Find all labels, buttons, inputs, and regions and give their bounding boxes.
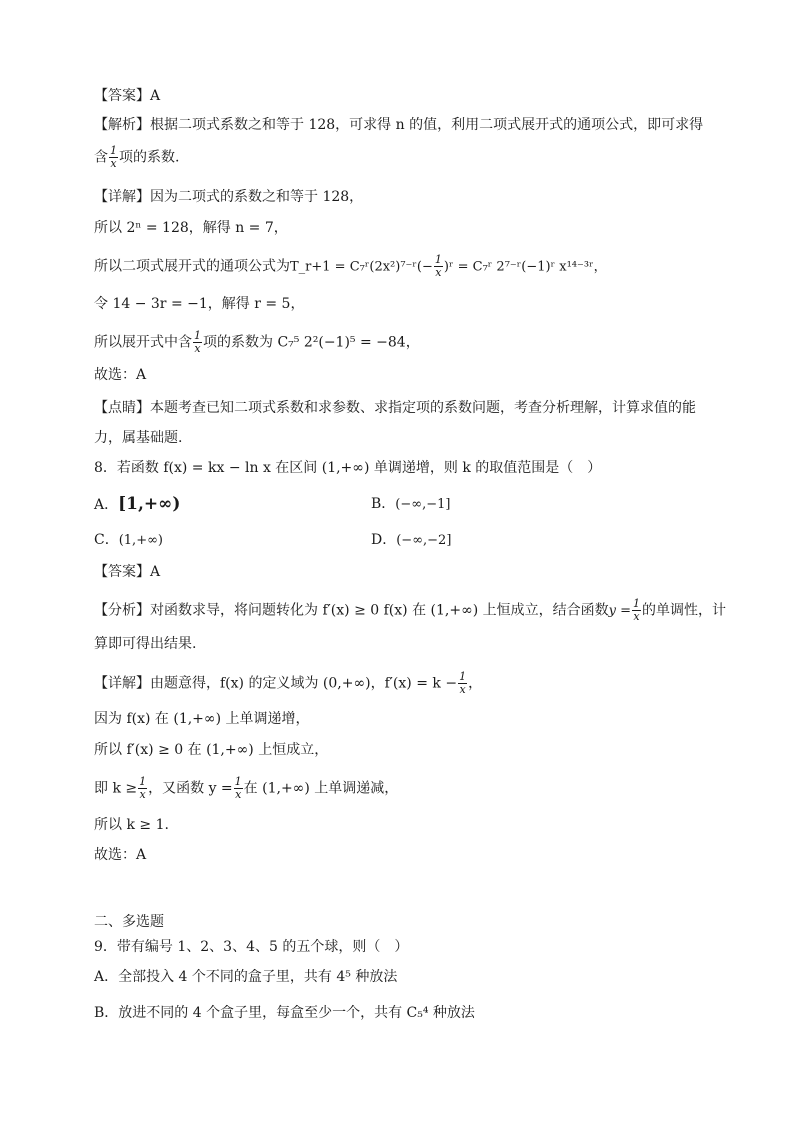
q8-option-a: A．[1,+∞): [94, 494, 181, 514]
q8-option-b: B．(−∞,−1]: [371, 496, 451, 512]
q7-comment-line1: 【点睛】本题考查已知二项式系数和求参数、求指定项的系数问题，考查分析理解，计算求值的能: [94, 400, 696, 416]
analysis-tag: 【解析】: [94, 117, 150, 133]
fraction-1-over-x: $\frac{1}{x}$: [194, 329, 201, 355]
q7-comment-line2: 力，属基础题.: [94, 430, 183, 446]
fraction-1-over-x: $\frac{1}{x}$: [633, 597, 641, 623]
q7-detail-line3: 所以二项式展开式的通项公式为T_r+1 = C₇ʳ(2x²)⁷⁻ʳ(− $\frac{1}{x}$ )ʳ = C₇ʳ 2⁷⁻ʳ(−1)ʳ x¹⁴⁻³ʳ，: [94, 253, 607, 279]
comment-tag: 【点睛】: [94, 400, 150, 416]
q8-detail-line5: 所以 k ≥ 1.: [94, 817, 169, 833]
fraction-1-over-x: $\frac{1}{x}$: [234, 775, 242, 801]
q7-analysis-line2: 含 $\frac{1}{x}$ 项的系数.: [94, 144, 180, 170]
answer-tag: 【答案】: [94, 564, 150, 580]
answer-tag: 【答案】: [94, 88, 150, 104]
q7-detail-line1: 【详解】因为二项式的系数之和等于 128，: [94, 189, 364, 205]
analysis-tag: 【分析】: [94, 602, 150, 619]
q9-option-b: B．放进不同的 4 个盒子里，每盒至少一个，共有 C₅⁴ 种放法: [94, 1005, 475, 1021]
section-title: 二、多选题: [94, 914, 164, 930]
q8-detail-line2: 因为 f(x) 在 (1,+∞) 上单调递增，: [94, 711, 310, 727]
analysis-text: 根据二项式系数之和等于 128，可求得 n 的值，利用二项式展开式的通项公式，即可求得: [150, 117, 704, 133]
q8-detail-line1: 【详解】由题意得，f(x) 的定义域为 (0,+∞)，f′(x) = k − $\frac{1}{x}$ ，: [94, 670, 483, 696]
q8-detail-line4: 即 k ≥ $\frac{1}{x}$ ，又函数 y = $\frac{1}{x}$ 在 (1,+∞) 上单调递减，: [94, 775, 399, 801]
fraction-1-over-x: $\frac{1}{x}$: [434, 253, 442, 279]
q7-detail-line5: 所以展开式中含 $\frac{1}{x}$ 项的系数为 C₇⁵ 2²(−1)⁵ = −84，: [94, 329, 420, 355]
q8-answer-line: [94, 562, 160, 582]
general-term-formula-a: T_r+1 = C₇ʳ(2x²)⁷⁻ʳ(−: [290, 259, 433, 275]
q7-detail-line4: 令 14 − 3r = −1，解得 r = 5，: [94, 296, 305, 312]
q8-detail-line3: 所以 f′(x) ≥ 0 在 (1,+∞) 上恒成立，: [94, 742, 329, 758]
fraction-1-over-x: $\frac{1}{x}$: [110, 144, 117, 170]
q8-stem: 8．若函数 f(x) = kx − ln x 在区间 (1,+∞) 单调递增，则 k 的取值范围是（ ）: [94, 460, 602, 476]
q9-option-a: A．全部投入 4 个不同的盒子里，共有 4⁵ 种放法: [94, 969, 398, 985]
q8-choose-line: 故选：A: [94, 847, 147, 863]
q8-option-c: C．(1,+∞): [94, 532, 163, 548]
detail-tag: 【详解】: [94, 675, 150, 692]
q8-option-d: D．(−∞,−2]: [371, 532, 452, 548]
answer-value: A: [150, 88, 161, 104]
detail-tag: 【详解】: [94, 189, 150, 205]
fraction-1-over-x: $\frac{1}{x}$: [139, 775, 147, 801]
q8-analysis-line2: 算即可得出结果.: [94, 636, 197, 652]
q7-answer-line: [94, 86, 160, 106]
q7-analysis-line1: [94, 115, 703, 135]
q9-stem: 9．带有编号 1、2、3、4、5 的五个球，则（ ）: [94, 939, 409, 955]
general-term-formula-b: )ʳ = C₇ʳ 2⁷⁻ʳ(−1)ʳ x¹⁴⁻³ʳ，: [443, 259, 607, 275]
q7-detail-line2: 所以 2ⁿ = 128，解得 n = 7，: [94, 220, 288, 236]
fraction-1-over-x: $\frac{1}{x}$: [459, 670, 467, 696]
q8-analysis-line1: 【分析】对函数求导，将问题转化为 f′(x) ≥ 0 f(x) 在 (1,+∞) 上恒成立，结合函数y = $\frac{1}{x}$ 的单调性，计: [94, 597, 727, 623]
q7-choose-line: 故选：A: [94, 367, 147, 383]
answer-value: A: [150, 564, 161, 580]
